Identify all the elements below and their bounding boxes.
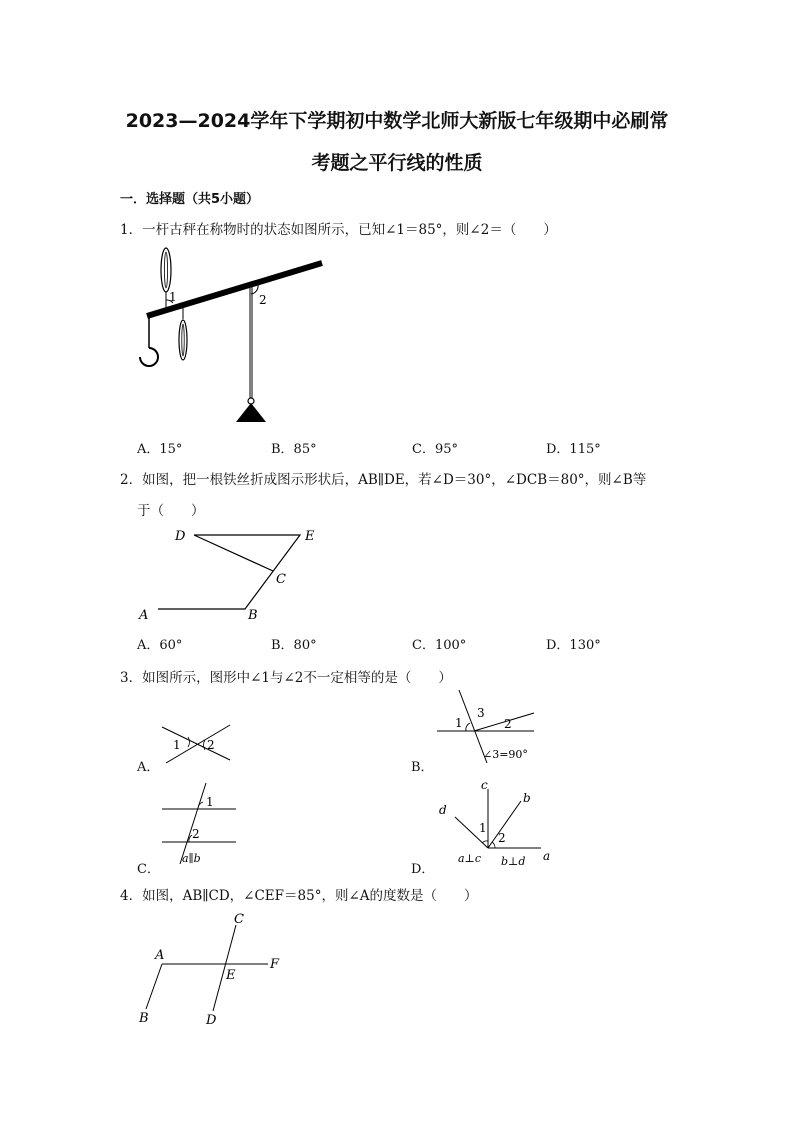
section-heading: 一．选择题（共5小题） bbox=[120, 192, 260, 207]
q1-option-c[interactable]: C．95° bbox=[412, 442, 458, 457]
fig4-label-F: F bbox=[270, 957, 280, 972]
fig3d-note1: a⊥c bbox=[458, 852, 482, 865]
fig2-label-D: D bbox=[175, 529, 186, 544]
fig3b-angle1: 1 bbox=[455, 716, 463, 730]
question-2-figure bbox=[130, 522, 330, 624]
fig2-label-B: B bbox=[248, 608, 258, 623]
q1-option-d[interactable]: D．115° bbox=[546, 442, 601, 457]
question-4-text: 4．如图，AB∥CD，∠CEF＝85°，则∠A的度数是（ ） bbox=[120, 888, 478, 904]
fig3d-angle1: 1 bbox=[479, 821, 487, 835]
fig3c-angle2: 2 bbox=[192, 827, 200, 841]
fig3a-angle2: 2 bbox=[207, 738, 215, 752]
page-title-line2: 考题之平行线的性质 bbox=[311, 152, 483, 174]
fig4-label-D: D bbox=[206, 1013, 217, 1028]
q2-option-b[interactable]: B．80° bbox=[271, 638, 317, 653]
question-2-text-line2: 于（ ） bbox=[137, 503, 205, 519]
question-2-text-line1: 2．如图，把一根铁丝折成图示形状后，AB∥DE，若∠D＝30°，∠DCB＝80°，则∠B等 bbox=[120, 472, 647, 488]
fig1-angle2-label: 2 bbox=[259, 293, 267, 307]
q2-option-d[interactable]: D．130° bbox=[546, 638, 601, 653]
question-3-text: 3．如图所示，图形中∠1与∠2不一定相等的是（ ） bbox=[120, 670, 452, 686]
q1-option-a[interactable]: A．15° bbox=[137, 442, 183, 457]
q3-option-b-label[interactable]: B． bbox=[411, 760, 434, 775]
q2-option-c[interactable]: C．100° bbox=[412, 638, 467, 653]
fig3d-label-c: c bbox=[481, 778, 488, 792]
fig3c-angle1: 1 bbox=[206, 795, 214, 809]
q3-option-a-label[interactable]: A． bbox=[137, 760, 160, 775]
fig2-label-E: E bbox=[305, 529, 315, 544]
fig3b-angle3: 3 bbox=[477, 706, 485, 720]
q3-figure-c bbox=[158, 780, 243, 870]
question-1-text: 1．一杆古秤在称物时的状态如图所示，已知∠1＝85°，则∠2＝（ ） bbox=[120, 222, 557, 238]
q3-figure-b bbox=[430, 688, 540, 768]
page-title-line1: 2023—2024学年下学期初中数学北师大新版七年级期中必刷常 bbox=[125, 110, 669, 132]
q3-figure-d bbox=[433, 775, 558, 870]
fig4-label-C: C bbox=[234, 912, 244, 927]
fig3b-angle2: 2 bbox=[504, 717, 512, 731]
q1-option-b[interactable]: B．85° bbox=[271, 442, 317, 457]
q2-option-a[interactable]: A．60° bbox=[137, 638, 183, 653]
question-1-figure bbox=[130, 245, 340, 430]
fig2-label-A: A bbox=[139, 608, 149, 623]
q3-option-d-label[interactable]: D． bbox=[411, 862, 435, 877]
fig3c-note: a∥b bbox=[182, 852, 201, 865]
fig3a-angle1: 1 bbox=[173, 738, 181, 752]
fig3d-label-d: d bbox=[439, 803, 447, 817]
fig4-label-E: E bbox=[226, 968, 236, 983]
fig4-label-A: A bbox=[155, 948, 165, 963]
fig3d-label-b: b bbox=[523, 791, 531, 805]
fig3b-note: ∠3=90° bbox=[483, 748, 528, 761]
fig3d-label-a: a bbox=[543, 849, 551, 863]
q3-option-c-label[interactable]: C． bbox=[137, 862, 160, 877]
fig2-label-C: C bbox=[276, 572, 286, 587]
fig3d-angle2: 2 bbox=[498, 831, 506, 845]
fig1-angle1-label: 1 bbox=[169, 290, 177, 304]
question-4-figure bbox=[130, 908, 290, 1028]
q3-figure-a bbox=[160, 718, 240, 768]
fig3d-note2: b⊥d bbox=[501, 855, 526, 868]
fig4-label-B: B bbox=[139, 1011, 149, 1026]
